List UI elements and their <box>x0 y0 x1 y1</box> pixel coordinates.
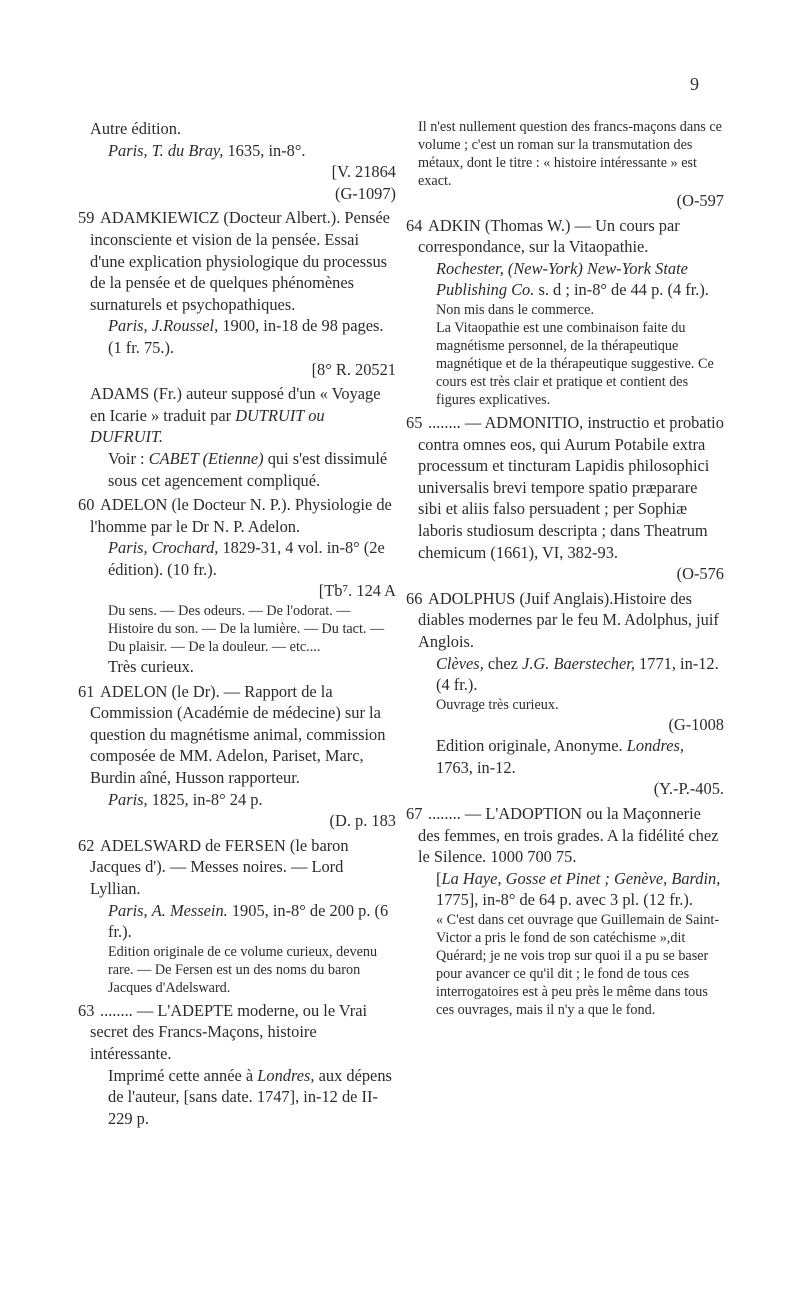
imprint-line: Imprimé cette année à Londres, aux dépens de l'auteur, [sans date. 1747], in-12 de II-229 p. <box>108 1065 392 1128</box>
entry-number: 65 <box>406 412 423 432</box>
publication-line: Paris, Crochard, 1829-31, 4 vol. in-8° (2e édition). (10 fr.). <box>108 538 385 579</box>
right-column <box>406 118 724 1022</box>
entry-title: Autre édition. <box>90 119 182 138</box>
entry-note: La Vitaopathie est une combinaison faite du magnétisme personnel, de la thérapeutique magnétique et de la thérapeutique suggestive. Ce cours est très clair et pratique et contient des figures explicatives. <box>436 319 714 408</box>
entry-number: 66 <box>406 588 423 608</box>
entry-text: ADOLPHUS (Juif Anglais).Histoire des diables modernes par le feu M. Adolphus, juif Anglois. <box>418 588 719 651</box>
catalog-ref: (O-597 <box>676 191 724 210</box>
entry-text: — L'ADEPTE moderne, ou le Vrai secret des Francs-Maçons, histoire intéressante. <box>90 1000 368 1063</box>
catalog-ref: (G-1008 <box>668 714 724 734</box>
entry-number: 61 <box>78 681 95 701</box>
entry-number: 64 <box>406 215 423 235</box>
entry-number: 59 <box>78 208 95 228</box>
entry-text: ADKIN (Thomas W.) — Un cours par correspondance, sur la Vitaopathie. <box>418 215 680 257</box>
entry-59 <box>78 207 396 380</box>
entry-66 <box>406 588 724 800</box>
entry-67: 67 ........ — L'ADOPTION ou la Maçonnerie des femmes, en trois grades. A la fidélité chez le Silence. 1000 700 75. [La Haye, Gosse et Pinet ; Genève, Bardin, 1775], in-8° de 64 p. avec 3 pl. (12 fr.). « C'est dans cet ouvrage que Guillemain de Saint-Victor a pris le fond de son catéchisme »,dit Quérard; je ne vois trop sur quoi il a pu se baser pour avancer ce qu'il dit ; le fond de tous ces interrogatoires est à peu près le même dans tous ces ouvrages, mais il n'y a que le fond. <box>418 803 724 1019</box>
entry-63: 63 ........ — L'ADEPTE moderne, ou le Vrai secret des Francs-Maçons, histoire intéressante. Imprimé cette année à Londres, aux dépens de l'auteur, [sans date. 1747], in-12 de II-229 p. <box>90 1000 396 1130</box>
publication-line: Clèves, chez J.G. Baerstecher, 1771, in-12. (4 fr.). <box>436 653 719 695</box>
catalog-ref: [8° R. 20521 <box>311 359 396 379</box>
entry-number: 63 <box>78 1000 95 1020</box>
catalog-ref: (D. p. 183 <box>329 811 396 831</box>
entry-65: 65 ........ — ADMONITIO, instructio et probatio contra omnes eos, qui Aurum Potabile extra processum et tincturam Lapidis philosophici universalis brevi tempore spatio præparare sibi et aliis falso persuadent ; per Sophiæ laboris studiosum descripta ; dans Theatrum chemicum (1661), VI, 382-93. (O-576 <box>406 412 724 584</box>
entry-number: 60 <box>78 495 95 515</box>
entry-text: — L'ADOPTION ou la Maçonnerie des femmes, en trois grades. A la fidélité chez le Silence. 1000 700 75. <box>418 804 719 867</box>
entry-note: Il n'est nullement question des francs-maçons dans ce volume ; c'est un roman sur la transmutation des métaux, dont le titre : « histoire intéressante » est exact. <box>418 119 722 189</box>
entry-adams: ADAMS (Fr.) auteur supposé d'un « Voyage en Icarie » traduit par DUTRUIT ou DUFRUIT. Voir : CABET (Etienne) qui s'est dissimulé sous cet agencement compliqué. <box>90 383 396 491</box>
entry-63-continued <box>418 118 724 212</box>
entry-text: ADELSWARD de FERSEN (le baron Jacques d'). — Messes noires. — Lord Lyllian. <box>90 835 349 898</box>
page-number: 9 <box>690 74 699 94</box>
left-column <box>78 118 396 1132</box>
entry-text: ADELON (le Docteur N. P.). Physiologie de l'homme par le Dr N. P. Adelon. <box>90 495 392 536</box>
entry-note: Ouvrage très curieux. <box>436 696 559 713</box>
catalog-ref: (O-576 <box>676 564 724 584</box>
publication-line: [La Haye, Gosse et Pinet ; Genève, Bardin, 1775], in-8° de 64 p. avec 3 pl. (12 fr.). <box>436 868 721 910</box>
publication-line: Paris, J.Roussel, 1900, in-18 de 98 pages. (1 fr. 75.). <box>108 316 384 357</box>
entry-note: « C'est dans cet ouvrage que Guillemain de Saint-Victor a pris le fond de son catéchisme »,dit Quérard; je ne vois trop sur quoi il a pu se baser pour avancer ce qu'il dit ; le fond de tous ces interrogatoires est à peu près le même dans tous ces ouvrages, mais il n'y a que le fond. <box>436 912 720 1019</box>
publication-line: Paris, A. Messein. 1905, in-8° de 200 p. (6 fr.). <box>108 900 389 942</box>
entry-62 <box>78 835 396 997</box>
entry-text: ADELON (le Dr). — Rapport de la Commission (Académie de médecine) sur la question du magnétisme animal, commission composée de MM. Adelon, Pariset, Marc, Burdin aîné, Husson rapporteur. <box>90 681 386 788</box>
entry-61 <box>78 681 396 832</box>
entry-autre-edition <box>90 118 396 204</box>
entry-note: Edition originale de ce volume curieux, devenu rare. — De Fersen est un des noms du baron Jacques d'Adelsward. <box>108 943 378 996</box>
entry-text: ADAMKIEWICZ (Docteur Albert.). Pensée inconsciente et vision de la pensée. Essai d'une explication physiologique du processus de la pensée et de quelques phénomènes surnaturels et psychopathiques. <box>90 208 390 314</box>
catalog-ref: (G-1097) <box>335 183 396 203</box>
entry-note: Du sens. — Des odeurs. — De l'odorat. — Histoire du son. — De la lumière. — Du tact. — Du plaisir. — De la douleur. — etc.... <box>108 603 385 656</box>
entry-number: 67 <box>406 804 423 824</box>
entry-64 <box>406 215 724 409</box>
edition-line: Edition originale, Anonyme. Londres, 1763, in-12. <box>436 736 684 777</box>
catalog-ref: [Tb⁷. 124 A <box>318 581 396 601</box>
publication-line: Paris, 1825, in-8° 24 p. <box>108 789 263 809</box>
publication-line: Paris, T. du Bray, 1635, in-8°. <box>108 140 306 160</box>
entry-number: 62 <box>78 835 95 855</box>
publication-line: Rochester, (New-York) New-York State Publishing Co. s. d ; in-8° de 44 p. (4 fr.). <box>436 258 709 300</box>
entry-note: Non mis dans le commerce. <box>436 301 594 318</box>
entry-note: Très curieux. <box>108 657 194 677</box>
catalog-ref: (Y.-P.-405. <box>653 779 724 799</box>
catalog-ref: [V. 21864 <box>331 162 396 182</box>
entry-text: — ADMONITIO, instructio et probatio contra omnes eos, qui Aurum Potabile extra processum et tincturam Lapidis philosophici universalis brevi tempore spatio præparare sibi et aliis falso persuadent ; per Sophiæ laboris studiosum descripta ; dans Theatrum chemicum (1661), VI, 382-93. <box>418 412 724 562</box>
see-also: Voir : CABET (Etienne) qui s'est dissimulé sous cet agencement compliqué. <box>108 448 388 490</box>
entry-60 <box>78 494 396 678</box>
